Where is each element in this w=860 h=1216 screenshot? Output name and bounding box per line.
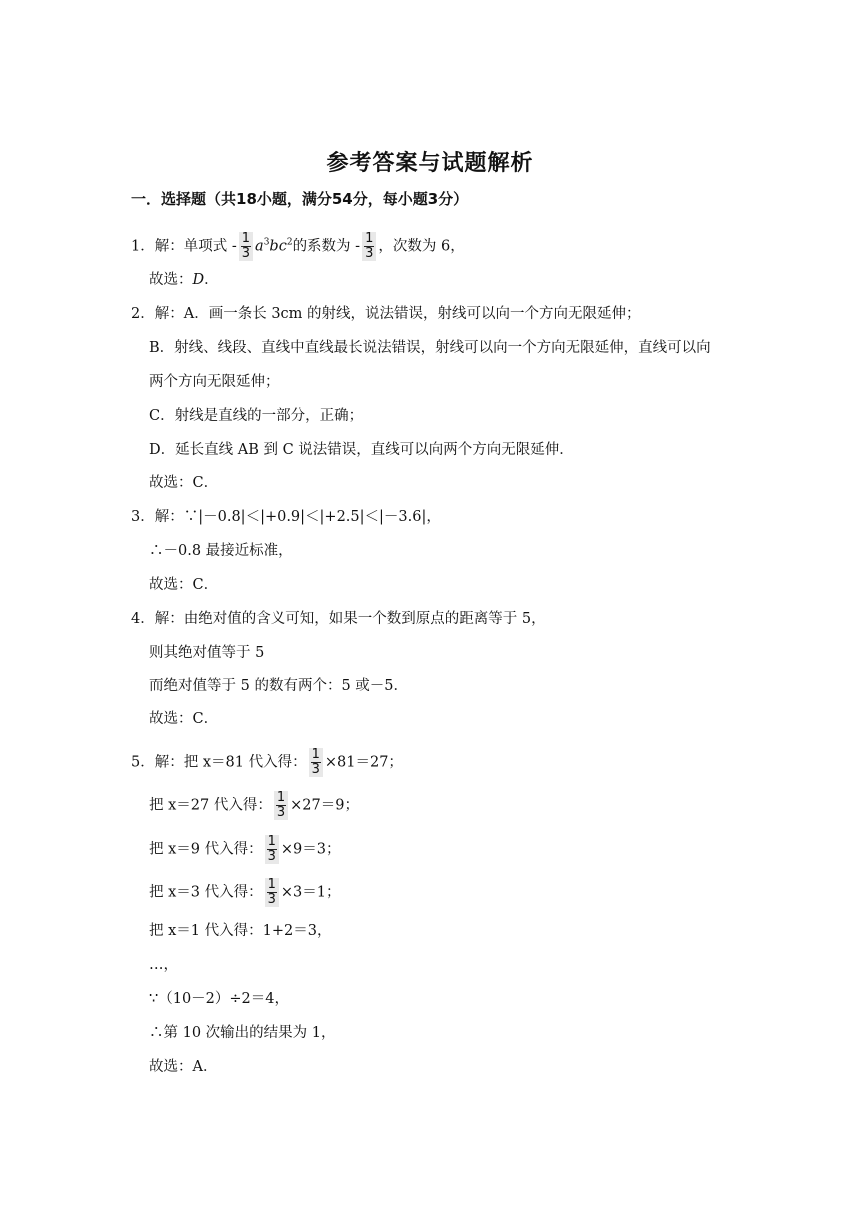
answer-period: ． <box>204 272 219 288</box>
q2-option-c: C．射线是直线的一部分，正确； <box>149 408 364 424</box>
exponent: 3 <box>263 237 270 248</box>
q5-step-result: ×81＝27； <box>324 754 403 771</box>
fraction-one-third <box>274 791 288 820</box>
q4-line-2: 则其绝对值等于 5 <box>149 645 265 661</box>
q2-option-b-2: 两个方向无限延伸； <box>149 374 280 390</box>
fraction-numerator: 1 <box>365 231 374 246</box>
fraction-denominator: 3 <box>241 246 251 261</box>
q5-step-text: 解：把 x＝81 代入得： <box>154 754 307 771</box>
var-bc: bc <box>269 238 287 255</box>
q1-text-mid: 的系数为 - <box>292 238 361 255</box>
q5-step-text: 把 x＝27 代入得： <box>149 797 272 814</box>
q5-number: 5． <box>131 754 155 771</box>
q5-line-7: ∵（10－2）÷2＝4， <box>149 991 290 1007</box>
q2-line-a <box>131 304 641 324</box>
answer-label: 故选： <box>149 272 193 288</box>
q2-option-b-1: B．射线、线段、直线中直线最长说法错误，射线可以向一个方向无限延伸，直线可以向 <box>149 340 711 356</box>
q5-step-4 <box>149 878 341 907</box>
q5-step-result: ×9＝3； <box>280 841 341 858</box>
q1-text-pre: 解：单项式 - <box>154 238 237 255</box>
fraction-denominator: 3 <box>311 762 320 777</box>
fraction-denominator: 3 <box>365 246 374 261</box>
fraction-one-third <box>362 232 376 261</box>
q5-line-5: 把 x＝1 代入得：1+2＝3， <box>149 923 332 939</box>
fraction-denominator: 3 <box>276 805 286 820</box>
q5-step-2 <box>149 791 359 820</box>
q5-line-6: …， <box>149 957 178 973</box>
q4-text: 解：由绝对值的含义可知，如果一个数到原点的距离等于 5， <box>154 611 546 627</box>
q5-answer: 故选：A． <box>149 1059 218 1075</box>
q1-line-1 <box>131 232 465 261</box>
exponent: 2 <box>286 237 293 248</box>
section-heading: 一．选择题（共18小题，满分54分，每小题3分） <box>131 190 469 208</box>
fraction-numerator: 1 <box>241 231 251 246</box>
fraction-numerator: 1 <box>267 834 276 849</box>
q1-answer <box>149 270 219 290</box>
q2-number: 2． <box>131 306 155 322</box>
fraction-denominator: 3 <box>267 849 276 864</box>
fraction-one-third <box>309 748 323 777</box>
q3-line-1 <box>131 507 441 527</box>
fraction-numerator: 1 <box>267 877 276 892</box>
q2-option-d: D．延长直线 AB 到 C 说法错误，直线可以向两个方向无限延伸． <box>149 442 574 458</box>
q4-line-1 <box>131 609 546 629</box>
q3-number: 3． <box>131 509 155 525</box>
q5-line-8: ∴第 10 次输出的结果为 1， <box>149 1025 336 1041</box>
q3-line-2: ∴－0.8 最接近标准， <box>149 543 293 559</box>
q5-step-1 <box>131 748 403 777</box>
q3-text: 解：∵|－0.8|＜|+0.9|＜|+2.5|＜|－3.6|， <box>154 509 441 525</box>
q4-line-3: 而绝对值等于 5 的数有两个：5 或－5． <box>149 678 409 694</box>
q2-option-a: 解：A．画一条长 3cm 的射线，说法错误，射线可以向一个方向无限延伸； <box>154 306 641 322</box>
fraction-one-third <box>265 878 279 907</box>
q5-step-result: ×3＝1； <box>280 884 341 901</box>
q3-answer: 故选：C． <box>149 577 219 593</box>
q5-step-text: 把 x＝3 代入得： <box>149 884 263 901</box>
q4-answer: 故选：C． <box>149 711 219 727</box>
fraction-one-third <box>239 232 253 261</box>
q1-text-post: ，次数为 6， <box>378 238 465 255</box>
q5-step-text: 把 x＝9 代入得： <box>149 841 263 858</box>
q2-answer: 故选：C． <box>149 475 219 491</box>
fraction-numerator: 1 <box>276 790 286 805</box>
var-a: a <box>255 238 264 255</box>
q5-step-3 <box>149 835 341 864</box>
fraction-numerator: 1 <box>311 747 320 762</box>
q4-number: 4． <box>131 611 155 627</box>
page-title: 参考答案与试题解析 <box>326 151 534 176</box>
answer-choice: D <box>192 272 205 288</box>
q5-step-result: ×27＝9； <box>290 797 359 814</box>
q1-number: 1． <box>131 238 155 255</box>
fraction-denominator: 3 <box>267 892 276 907</box>
fraction-one-third <box>265 835 279 864</box>
